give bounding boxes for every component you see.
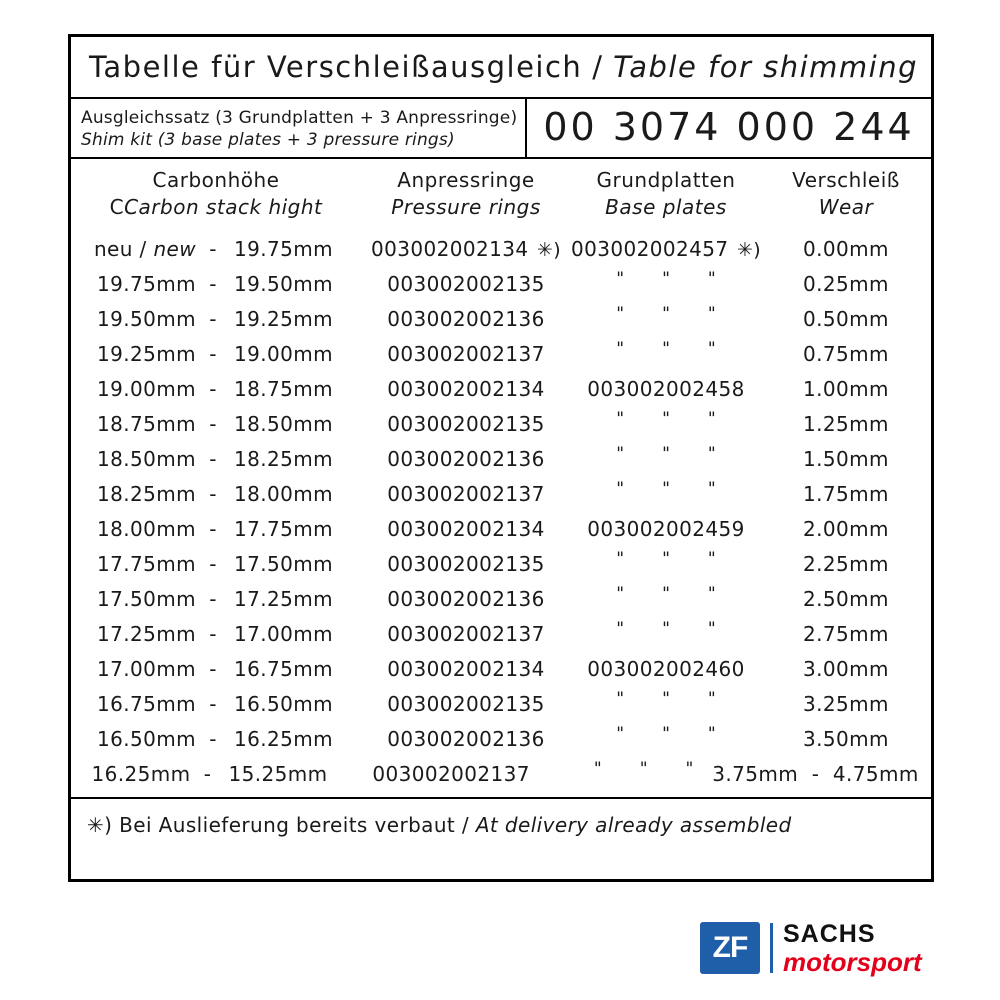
title-separator: / bbox=[592, 50, 604, 84]
ditto-mark: " bbox=[707, 304, 716, 324]
carbon-range-dash: - bbox=[209, 376, 217, 401]
carbon-range-dash: - bbox=[209, 236, 217, 261]
cell-base-plate-part bbox=[571, 619, 761, 642]
cell-wear-value: 1.75mm bbox=[803, 481, 889, 506]
shim-table bbox=[68, 34, 934, 882]
ditto-marks bbox=[571, 481, 761, 498]
table-body bbox=[71, 231, 931, 791]
carbon-new-en: new bbox=[153, 236, 196, 261]
carbon-height-from: 18.25mm bbox=[96, 481, 196, 506]
cell-base-plate-part bbox=[571, 724, 761, 747]
header-carbon-en-text: Carbon stack hight bbox=[124, 195, 323, 219]
cell-pressure-ring-part: 003002002135 bbox=[387, 271, 545, 296]
cell-wear-value: 1.50mm bbox=[803, 446, 889, 471]
ditto-marks bbox=[571, 411, 761, 428]
ditto-mark: " bbox=[662, 689, 670, 709]
ditto-mark: " bbox=[616, 269, 625, 289]
cell-pressure-ring-part: 003002002134 ✳) bbox=[370, 236, 562, 261]
ditto-marks bbox=[571, 271, 761, 288]
cell-wear-value: 0.50mm bbox=[803, 306, 889, 331]
table-row bbox=[71, 301, 931, 336]
carbon-range-dash: - bbox=[209, 516, 217, 541]
ditto-mark: " bbox=[662, 479, 670, 499]
cell-base-plate-part: 003002002458 bbox=[587, 376, 745, 401]
ditto-mark: " bbox=[707, 409, 716, 429]
carbon-height-from: 19.00mm bbox=[96, 376, 196, 401]
carbon-height-to: 17.50mm bbox=[234, 551, 334, 576]
ditto-mark: " bbox=[616, 584, 625, 604]
ditto-marks bbox=[571, 586, 761, 603]
ditto-mark: " bbox=[707, 619, 716, 639]
carbon-height-from: 16.50mm bbox=[96, 726, 196, 751]
cell-base-plate-part bbox=[571, 269, 761, 292]
zf-logo-text: ZF bbox=[712, 931, 748, 964]
kit-description bbox=[71, 99, 527, 157]
ditto-mark: " bbox=[593, 759, 602, 779]
title-german: Tabelle für Verschleißausgleich bbox=[89, 50, 583, 84]
cell-carbon-height bbox=[71, 307, 361, 331]
ditto-marks bbox=[571, 341, 761, 358]
cell-base-plate-part bbox=[571, 689, 761, 712]
cell-base-plate-part: 003002002460 bbox=[587, 656, 745, 681]
cell-pressure-ring-part: 003002002136 bbox=[387, 446, 545, 471]
table-row bbox=[71, 476, 931, 511]
footnote-german: Bei Auslieferung bereits verbaut bbox=[119, 813, 456, 837]
carbon-range-dash: - bbox=[209, 656, 217, 681]
header-carbon-height bbox=[71, 167, 361, 221]
carbon-height-to: 18.25mm bbox=[234, 446, 334, 471]
ditto-mark: " bbox=[662, 304, 670, 324]
table-row bbox=[71, 371, 931, 406]
ditto-mark: " bbox=[616, 339, 625, 359]
ditto-mark: " bbox=[662, 619, 670, 639]
carbon-height-to: 15.25mm bbox=[228, 761, 328, 786]
title-english: Table for shimming bbox=[613, 50, 919, 84]
header-pressure-rings bbox=[361, 167, 571, 221]
ditto-mark: " bbox=[616, 444, 625, 464]
cell-wear-value: 2.00mm bbox=[803, 516, 889, 541]
cell-carbon-height bbox=[71, 482, 361, 506]
logo-divider bbox=[770, 923, 773, 973]
cell-carbon-height bbox=[71, 447, 361, 471]
ditto-mark: " bbox=[707, 339, 716, 359]
footnote bbox=[71, 797, 931, 851]
cell-carbon-height bbox=[71, 587, 361, 611]
logo-sachs-text: SACHS bbox=[783, 919, 876, 948]
kit-description-english: Shim kit (3 base plates + 3 pressure rings) bbox=[81, 129, 455, 150]
carbon-height-from: 18.75mm bbox=[96, 411, 196, 436]
cell-base-plate-part bbox=[571, 444, 761, 467]
ditto-mark: " bbox=[707, 689, 716, 709]
carbon-range-dash: - bbox=[209, 726, 217, 751]
carbon-range-dash: - bbox=[203, 761, 212, 786]
ditto-mark: " bbox=[662, 444, 670, 464]
header-base-plates-de: Grundplatten bbox=[596, 168, 736, 192]
header-wear-de: Verschleiß bbox=[792, 168, 900, 192]
cell-pressure-ring-part: 003002002135 bbox=[387, 551, 545, 576]
table-row bbox=[71, 231, 931, 266]
carbon-new-de: neu / bbox=[93, 236, 154, 261]
cell-carbon-height bbox=[71, 517, 361, 541]
cell-pressure-ring-part: 003002002137 bbox=[372, 761, 530, 786]
cell-carbon-height bbox=[71, 552, 361, 576]
carbon-height-from: 18.00mm bbox=[96, 516, 196, 541]
carbon-height-to: 16.50mm bbox=[234, 691, 334, 716]
table-row bbox=[71, 686, 931, 721]
cell-wear-value: 2.75mm bbox=[803, 621, 889, 646]
ditto-mark: " bbox=[639, 759, 648, 779]
table-row bbox=[71, 406, 931, 441]
carbon-height-to: 17.25mm bbox=[234, 586, 334, 611]
carbon-range-dash: - bbox=[209, 691, 217, 716]
header-base-plates bbox=[571, 167, 761, 221]
cell-base-plate-part bbox=[571, 549, 761, 572]
cell-pressure-ring-part: 003002002134 bbox=[387, 656, 545, 681]
cell-pressure-ring-part: 003002002136 bbox=[387, 306, 545, 331]
logo-motorsport-text: motorsport bbox=[783, 946, 922, 977]
logo-wordmark bbox=[783, 919, 922, 977]
cell-carbon-height bbox=[71, 342, 361, 366]
header-pressure-rings-de: Anpressringe bbox=[397, 168, 535, 192]
zf-logo-icon bbox=[700, 922, 760, 974]
table-row bbox=[71, 441, 931, 476]
header-carbon-height-de: Carbonhöhe bbox=[152, 168, 280, 192]
cell-base-plate-part bbox=[571, 304, 761, 327]
ditto-mark: " bbox=[707, 724, 716, 744]
ditto-marks bbox=[571, 691, 761, 708]
cell-carbon-height bbox=[71, 622, 361, 646]
table-row bbox=[71, 756, 931, 791]
ditto-mark: " bbox=[662, 549, 670, 569]
carbon-range-dash: - bbox=[209, 586, 217, 611]
cell-carbon-height bbox=[71, 237, 361, 261]
ditto-marks bbox=[571, 726, 761, 743]
cell-wear-value: 0.25mm bbox=[803, 271, 889, 296]
carbon-height-from: 17.00mm bbox=[96, 656, 196, 681]
cell-wear-value: 3.75mm - 4.75mm bbox=[712, 761, 919, 786]
ditto-mark: " bbox=[707, 549, 716, 569]
carbon-height-to: 18.50mm bbox=[234, 411, 334, 436]
cell-wear-value: 1.25mm bbox=[803, 411, 889, 436]
footnote-separator: / bbox=[461, 813, 470, 837]
table-row bbox=[71, 581, 931, 616]
footnote-star: ✳) bbox=[87, 813, 113, 837]
header-pressure-rings-en: Pressure rings bbox=[391, 195, 541, 219]
asterisk-marker: ✳) bbox=[530, 238, 562, 261]
cell-base-plate-part bbox=[571, 409, 761, 432]
carbon-height-from: 17.75mm bbox=[96, 551, 196, 576]
cell-pressure-ring-part: 003002002136 bbox=[387, 726, 545, 751]
carbon-height-to: 19.50mm bbox=[234, 271, 334, 296]
header-base-plates-en: Base plates bbox=[605, 195, 727, 219]
table-row bbox=[71, 336, 931, 371]
cell-carbon-height bbox=[71, 727, 361, 751]
cell-wear-value: 2.50mm bbox=[803, 586, 889, 611]
table-row bbox=[71, 616, 931, 651]
carbon-height-to: 19.75mm bbox=[234, 236, 334, 261]
carbon-height-to: 19.25mm bbox=[234, 306, 334, 331]
footnote-english: At delivery already assembled bbox=[475, 813, 792, 837]
ditto-mark: " bbox=[707, 444, 716, 464]
ditto-marks bbox=[552, 761, 735, 778]
carbon-height-from: 19.25mm bbox=[96, 341, 196, 366]
carbon-height-from: 16.25mm bbox=[91, 761, 191, 786]
cell-base-plate-part: 003002002457 ✳) bbox=[571, 236, 762, 261]
table-row bbox=[71, 721, 931, 756]
carbon-height-to: 17.75mm bbox=[234, 516, 334, 541]
ditto-mark: " bbox=[707, 584, 716, 604]
cell-wear-value: 0.75mm bbox=[803, 341, 889, 366]
carbon-height-to: 19.00mm bbox=[234, 341, 334, 366]
ditto-mark: " bbox=[662, 409, 670, 429]
cell-wear-value: 3.25mm bbox=[803, 691, 889, 716]
cell-carbon-height bbox=[71, 377, 361, 401]
ditto-mark: " bbox=[662, 724, 670, 744]
carbon-height-to: 18.75mm bbox=[234, 376, 334, 401]
carbon-range-dash: - bbox=[209, 551, 217, 576]
carbon-height-to: 17.00mm bbox=[234, 621, 334, 646]
carbon-height-to: 16.25mm bbox=[234, 726, 334, 751]
table-row bbox=[71, 546, 931, 581]
cell-wear-value: 0.00mm bbox=[803, 236, 889, 261]
ditto-mark: " bbox=[616, 689, 625, 709]
carbon-height-from: 16.75mm bbox=[96, 691, 196, 716]
cell-base-plate-part bbox=[571, 479, 761, 502]
cell-carbon-height bbox=[71, 692, 361, 716]
ditto-mark: " bbox=[616, 409, 625, 429]
carbon-range-dash: - bbox=[209, 446, 217, 471]
carbon-height-from: 19.75mm bbox=[96, 271, 196, 296]
carbon-range-dash: - bbox=[209, 306, 217, 331]
header-wear bbox=[761, 167, 931, 221]
carbon-height-from: 18.50mm bbox=[96, 446, 196, 471]
carbon-height-to: 18.00mm bbox=[234, 481, 334, 506]
cell-base-plate-part bbox=[571, 584, 761, 607]
ditto-mark: " bbox=[662, 269, 670, 289]
kit-part-number: 00 3074 000 244 bbox=[543, 105, 915, 149]
table-row bbox=[71, 266, 931, 301]
sachs-motorsport-logo bbox=[700, 920, 966, 976]
carbon-height-from: 17.50mm bbox=[96, 586, 196, 611]
ditto-marks bbox=[571, 551, 761, 568]
header-carbon-prefix: C bbox=[109, 195, 125, 219]
cell-wear-value: 3.50mm bbox=[803, 726, 889, 751]
ditto-marks bbox=[571, 446, 761, 463]
cell-pressure-ring-part: 003002002134 bbox=[387, 516, 545, 541]
cell-pressure-ring-part: 003002002137 bbox=[387, 341, 545, 366]
cell-carbon-height bbox=[71, 657, 361, 681]
carbon-height-to: 16.75mm bbox=[234, 656, 334, 681]
cell-pressure-ring-part: 003002002137 bbox=[387, 481, 545, 506]
ditto-mark: " bbox=[707, 479, 716, 499]
cell-carbon-height bbox=[71, 412, 361, 436]
ditto-mark: " bbox=[616, 549, 625, 569]
carbon-range-dash: - bbox=[209, 621, 217, 646]
table-title-row bbox=[71, 37, 931, 99]
cell-pressure-ring-part: 003002002136 bbox=[387, 586, 545, 611]
cell-pressure-ring-part: 003002002134 bbox=[387, 376, 545, 401]
ditto-mark: " bbox=[616, 619, 625, 639]
ditto-mark: " bbox=[662, 339, 670, 359]
ditto-mark: " bbox=[707, 269, 716, 289]
cell-pressure-ring-part: 003002002135 bbox=[387, 691, 545, 716]
ditto-mark: " bbox=[616, 724, 625, 744]
cell-base-plate-part bbox=[571, 339, 761, 362]
column-headers bbox=[71, 159, 931, 223]
ditto-marks bbox=[571, 306, 761, 323]
ditto-mark: " bbox=[685, 759, 694, 779]
cell-wear-value: 3.00mm bbox=[803, 656, 889, 681]
ditto-mark: " bbox=[616, 479, 625, 499]
table-row bbox=[71, 511, 931, 546]
kit-description-german: Ausgleichssatz (3 Grundplatten + 3 Anpressringe) bbox=[81, 108, 518, 129]
cell-wear-value: 1.00mm bbox=[803, 376, 889, 401]
ditto-mark: " bbox=[662, 584, 670, 604]
carbon-range-dash: - bbox=[209, 341, 217, 366]
header-wear-en: Wear bbox=[818, 195, 874, 219]
carbon-range-dash: - bbox=[209, 481, 217, 506]
carbon-range-dash: - bbox=[209, 411, 217, 436]
carbon-height-from: 17.25mm bbox=[96, 621, 196, 646]
cell-pressure-ring-part: 003002002137 bbox=[387, 621, 545, 646]
cell-carbon-height bbox=[71, 762, 350, 786]
cell-carbon-height bbox=[71, 272, 361, 296]
header-carbon-height-en bbox=[71, 194, 361, 221]
cell-pressure-ring-part: 003002002135 bbox=[387, 411, 545, 436]
asterisk-marker: ✳) bbox=[730, 238, 762, 261]
carbon-height-from: 19.50mm bbox=[96, 306, 196, 331]
carbon-height-from bbox=[88, 237, 196, 261]
table-row bbox=[71, 651, 931, 686]
kit-row bbox=[71, 99, 931, 159]
cell-base-plate-part: 003002002459 bbox=[587, 516, 745, 541]
ditto-marks bbox=[571, 621, 761, 638]
cell-wear-value: 2.25mm bbox=[803, 551, 889, 576]
carbon-range-dash: - bbox=[209, 271, 217, 296]
ditto-mark: " bbox=[616, 304, 625, 324]
